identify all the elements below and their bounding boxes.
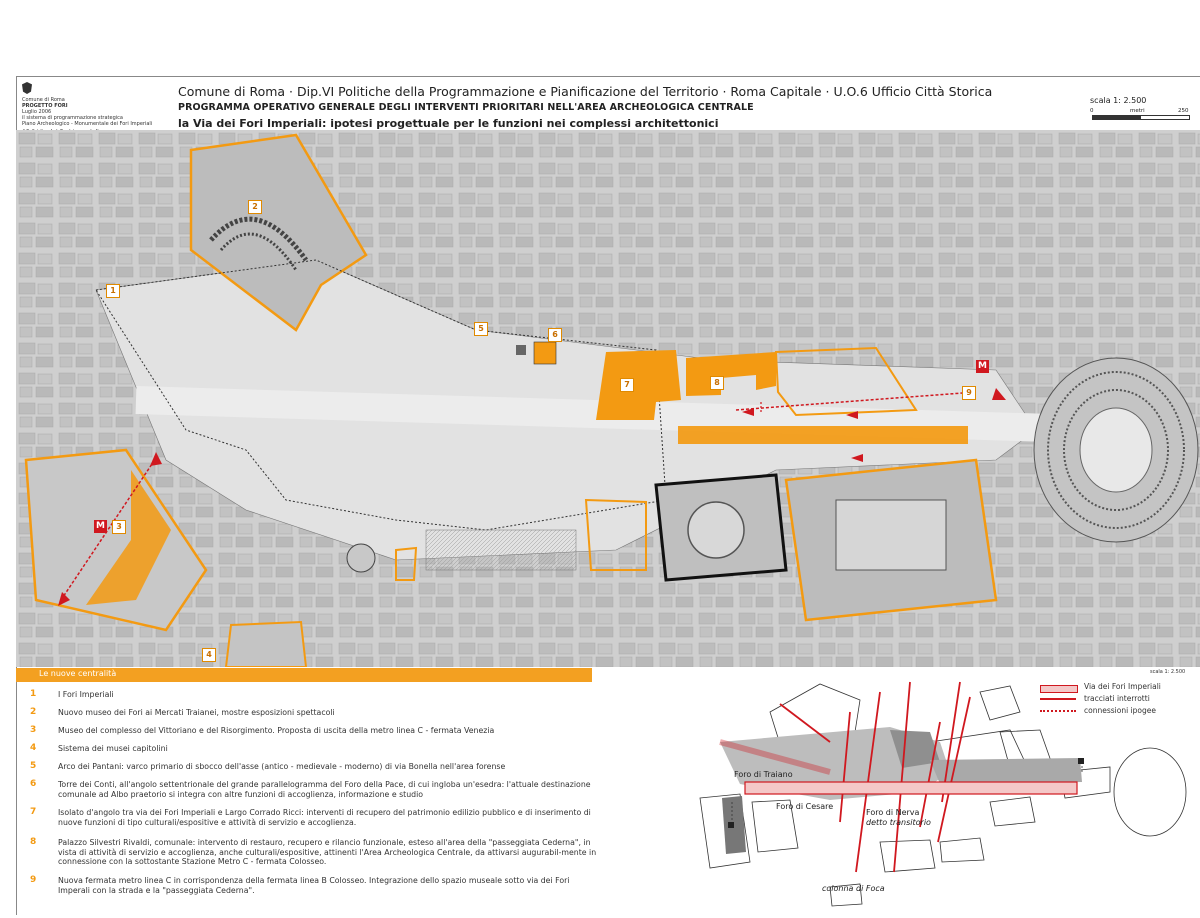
legend-text: Nuova fermata metro linea C in corrispondenza della fermata linea B Colosseo. Integrazione dello spazio museale sotto via dei Fori Imperali con la strada e la "passeggiata Cederna". (58, 876, 570, 895)
logo-line: il sistema di programmazione strategica (22, 115, 123, 121)
legend-title: Le nuove centralità (39, 669, 117, 678)
metro-badge-colosseo: M (976, 360, 989, 373)
logo-line: PROGETTO FORI (22, 103, 68, 109)
legend-number: 9 (30, 875, 37, 885)
logo-line: Piano Archeologico - Monumentale dei Fori Imperiali (22, 121, 153, 127)
scale-label: scala 1: 2.500 (1090, 96, 1147, 105)
legend-number: 4 (30, 743, 37, 753)
scalebar-label-250: 250 (1178, 108, 1189, 114)
scalebar-label-metri: metri (1130, 108, 1145, 114)
header-title-2: PROGRAMMA OPERATIVO GENERALE DEGLI INTERVENTI PRIORITARI NELL'AREA ARCHEOLOGICA CENTRALE (178, 102, 754, 113)
inset-label-nerva: Foro di Nerva (866, 808, 920, 817)
map-marker-7: 7 (620, 378, 634, 392)
legend-text: Nuovo museo dei Fori ai Mercati Traianei, mostre esposizioni spettacoli (58, 708, 335, 717)
rome-crest-icon (22, 82, 32, 94)
map-marker-5: 5 (474, 322, 488, 336)
map-marker-2: 2 (248, 200, 262, 214)
key-row-via (1040, 682, 1161, 694)
map-marker-4: 4 (202, 648, 216, 662)
inset-key (1040, 682, 1161, 718)
key-row-tracciati (1040, 694, 1161, 706)
site-plan-map (16, 130, 1200, 667)
inset-label-transitorio: detto transitorio (866, 818, 931, 827)
legend-text: Sistema dei musei capitolini (58, 744, 168, 753)
legend-text: Palazzo Silvestri Rivaldi, comunale: intervento di restauro, recupero e rilancio funzionale, esteso all'area della "passeggiata Cederna", in vista di attività di servizio e accoglienza, anche culturali/espositive, attinenti l'Area Archeologica Centrale, da attivarsi augurabil-mente in connessione con la sottostante Stazione Metro C - fermata Colosseo. (58, 838, 597, 866)
inset-label-traiano: Foro di Traiano (734, 770, 793, 779)
logo-block (22, 82, 172, 136)
colosseum (1034, 358, 1198, 542)
header-title-3: la Via dei Fori Imperiali: ipotesi progettuale per le funzioni nei complessi architettonici (178, 117, 719, 130)
header-title-1: Comune di Roma · Dip.VI Politiche della Programmazione e Pianificazione del Territorio · Roma Capitale · U.O.6 Ufficio Città Storica (178, 84, 993, 99)
key-row-connessioni (1040, 706, 1161, 718)
legend-number: 5 (30, 761, 37, 771)
key-label-via: Via dei Fori Imperiali (1084, 682, 1161, 691)
logo-line: Luglio 2006 (22, 109, 52, 115)
legend-number: 3 (30, 725, 37, 735)
legend-text: Museo del complesso del Vittoriano e del Risorgimento. Proposta di uscita della metro linea C - fermata Venezia (58, 726, 495, 735)
metro-badge-venezia: M (94, 520, 107, 533)
map-drawing (16, 130, 1200, 667)
map-marker-8: 8 (710, 376, 724, 390)
map-marker-9: 9 (962, 386, 976, 400)
legend-text: Torre dei Conti, all'angolo settentrionale del grande parallelogramma del Foro della Pace, di cui ingloba un'esedra: l'attuale destinazione comunale ad Albo praetorio si integra con altre funzioni di accoglienza, informazione e studio (58, 780, 591, 799)
key-swatch-connessioni (1040, 710, 1076, 712)
inset-label-foca: colonna di Foca (822, 884, 885, 893)
inset-label-cesare: Foro di Cesare (776, 802, 834, 811)
map-marker-3: 3 (112, 520, 126, 534)
legend-number: 7 (30, 807, 37, 817)
legend-title-bar (16, 668, 592, 682)
map-marker-6: 6 (548, 328, 562, 342)
logo-line: Comune di Roma (22, 97, 65, 103)
legend-number: 2 (30, 707, 37, 717)
map-scale-note: scala 1: 2.500 (1150, 669, 1186, 675)
legend-number: 8 (30, 837, 37, 847)
key-swatch-via (1040, 685, 1078, 693)
legend-text: Arco dei Pantani: varco primario di sbocco dell'asse (antico - medievale - moderno) di via Bonella nell'area forense (58, 762, 506, 771)
key-label-connessioni: connessioni ipogee (1084, 706, 1156, 715)
legend-number: 1 (30, 689, 37, 699)
scalebar-label-0: 0 (1090, 108, 1094, 114)
scalebar (1092, 115, 1190, 120)
key-label-tracciati: tracciati interrotti (1084, 694, 1150, 703)
legend-text: I Fori Imperiali (58, 690, 114, 699)
legend-number: 6 (30, 779, 37, 789)
legend-text: Isolato d'angolo tra via dei Fori Imperiali e Largo Corrado Ricci: interventi di recupero del patrimonio edilizio pubblico e di inserimento di nuove funzioni di tipo culturali/espositive e attività di servizio e accoglienza. (58, 808, 591, 827)
key-swatch-tracciati (1040, 698, 1076, 700)
map-marker-1: 1 (106, 284, 120, 298)
